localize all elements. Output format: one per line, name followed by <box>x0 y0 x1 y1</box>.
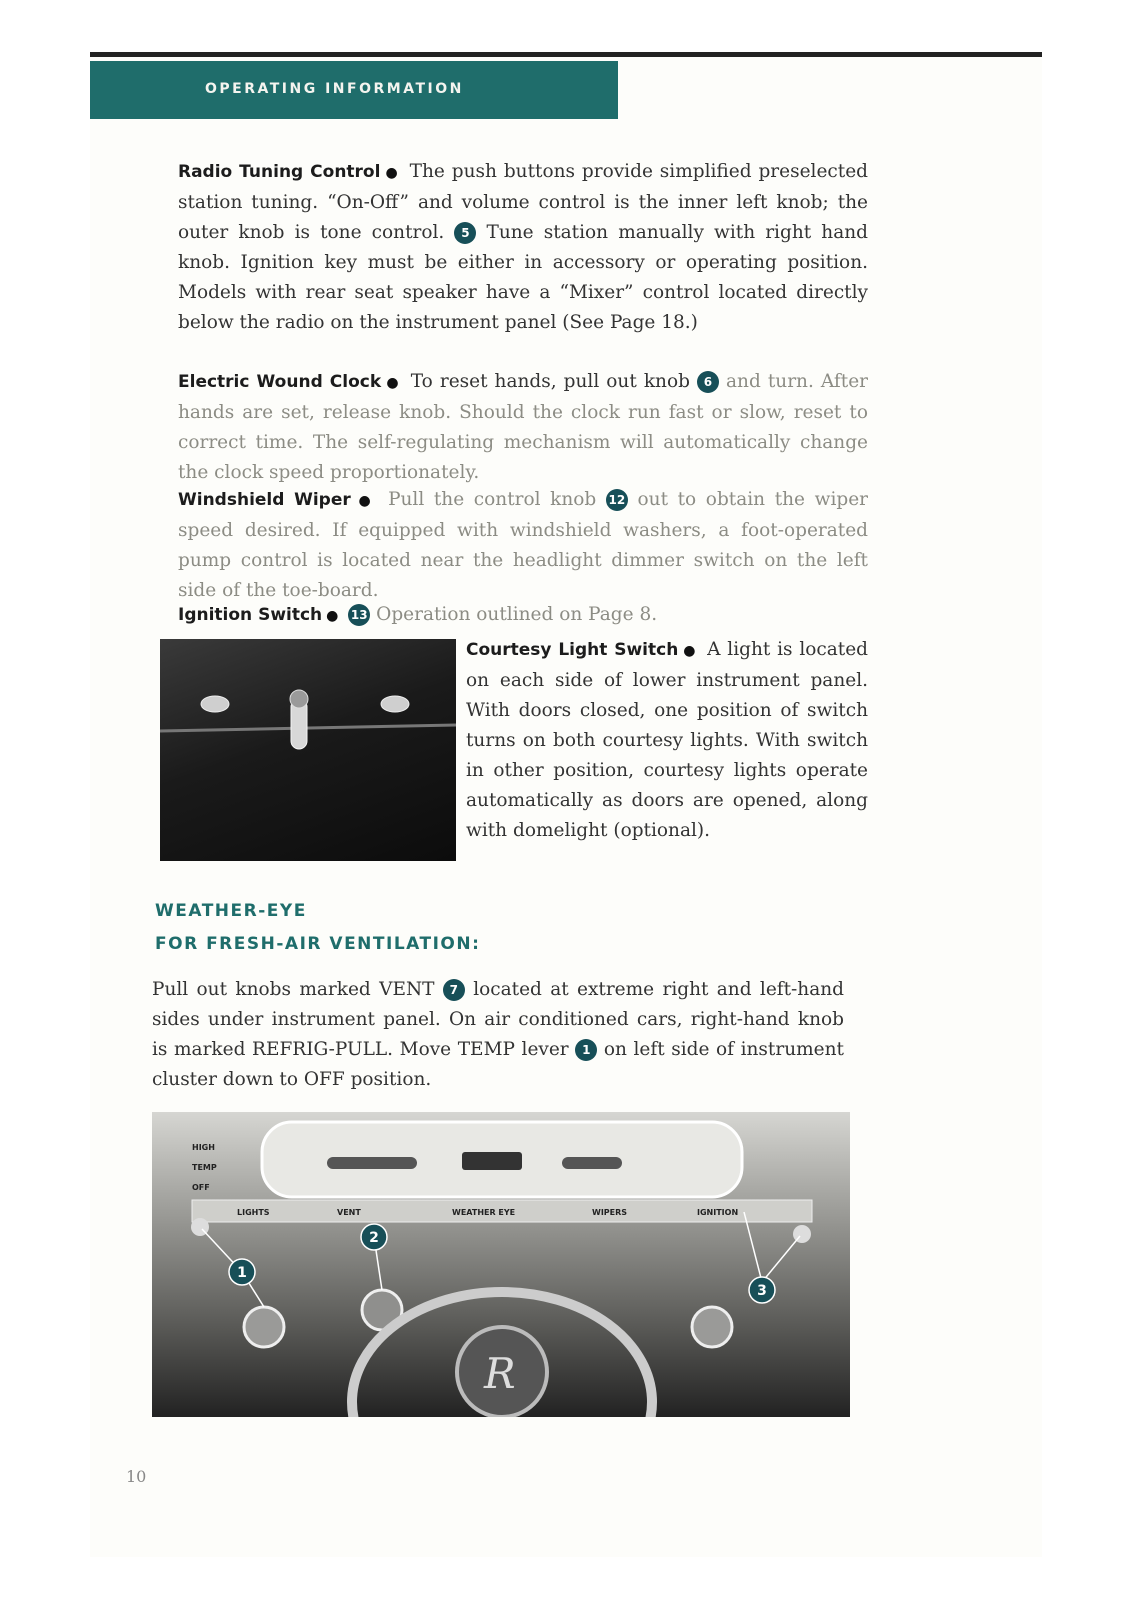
manual-page <box>90 52 1042 1557</box>
wiper-text-b: out to obtain the wiper speed desired. If equipped with windshield washers, a foot-operated pump control is located near the headlight dimmer switch on the left side of the toe-board. <box>178 489 868 601</box>
clock-text-b: and turn. After hands are set, release knob. Should the clock run fast or slow, reset to correct time. The self-regulating mechanism will automatically change the clock speed proportionately. <box>178 371 868 483</box>
section-header-title: OPERATING INFORMATION <box>205 81 464 97</box>
dash-label-temp: TEMP <box>192 1163 217 1172</box>
dashboard-photo <box>152 1112 850 1417</box>
callout-badge: 13 <box>348 604 370 626</box>
ignition-paragraph <box>178 600 868 631</box>
wiper-heading: Windshield Wiper <box>178 490 351 510</box>
dash-label-off: OFF <box>192 1183 210 1192</box>
weather-eye-paragraph <box>152 975 844 1095</box>
bullet-icon: ● <box>384 165 399 181</box>
bullet-icon: ● <box>354 493 375 509</box>
clock-heading: Electric Wound Clock <box>178 372 382 392</box>
bullet-icon: ● <box>682 643 697 659</box>
callout-badge: 1 <box>575 1039 597 1061</box>
dash-label-high: HIGH <box>192 1143 215 1152</box>
dash-label-ignition: IGNITION <box>697 1208 739 1217</box>
weather-eye-title-line2: FOR FRESH-AIR VENTILATION: <box>155 934 481 954</box>
courtesy-paragraph <box>466 635 868 846</box>
svg-text:R: R <box>484 1349 516 1398</box>
wiper-paragraph <box>178 485 868 606</box>
courtesy-heading: Courtesy Light Switch <box>466 640 679 660</box>
ignition-heading: Ignition Switch <box>178 605 323 625</box>
callout-badge: 12 <box>606 489 628 511</box>
dash-label-vent: VENT <box>337 1208 361 1217</box>
clock-text-a: To reset hands, pull out knob <box>410 371 690 392</box>
courtesy-switch-photo <box>160 639 456 861</box>
callout-1: 1 <box>237 1265 247 1281</box>
bullet-icon: ● <box>326 608 339 624</box>
weather-eye-text-b: located at extreme right and left-hand sides under instrument panel. On air conditioned cars, right-hand knob is marked REFRIG-PULL. Move TEMP lever <box>152 979 844 1060</box>
callout-badge: 5 <box>454 222 476 244</box>
courtesy-text: A light is located on each side of lower instrument panel. With doors closed, one position of switch turns on both courtesy lights. With switch in other position, courtesy lights operate automatically as doors are opened, along with domelight (optional). <box>466 639 869 841</box>
dash-label-lights: LIGHTS <box>237 1208 270 1217</box>
weather-eye-title <box>155 895 480 961</box>
courtesy-switch-illustration <box>160 639 456 861</box>
callout-badge: 7 <box>443 979 465 1001</box>
callout-2: 2 <box>369 1230 379 1246</box>
dashboard-illustration <box>152 1112 850 1417</box>
page-number: 10 <box>126 1467 147 1486</box>
callout-3: 3 <box>757 1283 767 1299</box>
dash-label-weather-eye: WEATHER EYE <box>452 1208 516 1217</box>
section-header <box>90 61 618 119</box>
clock-paragraph <box>178 367 868 488</box>
ignition-text: Operation outlined on Page 8. <box>376 604 658 625</box>
callout-badge: 6 <box>697 371 719 393</box>
weather-eye-title-line1: WEATHER-EYE <box>155 901 307 921</box>
radio-paragraph <box>178 157 868 338</box>
radio-text-a: The push buttons provide simplified preselected station tuning. “On-Off” and volume control is the inner left knob; the outer knob is tone control. <box>178 161 868 243</box>
radio-text-b: Tune station manually with right hand knob. Ignition key must be either in accessory or operating position. Models with rear seat speaker have a “Mixer” control located directly below the radio on the instrument panel (See Page 18.) <box>178 222 868 333</box>
weather-eye-text-a: Pull out knobs marked VENT <box>152 979 435 1000</box>
weather-eye-text-c: on left side of instrument cluster down to OFF position. <box>152 1039 844 1090</box>
dash-label-wipers: WIPERS <box>592 1208 628 1217</box>
wiper-text-a: Pull the control knob <box>388 489 597 510</box>
bullet-icon: ● <box>385 375 400 391</box>
radio-heading: Radio Tuning Control <box>178 162 381 182</box>
